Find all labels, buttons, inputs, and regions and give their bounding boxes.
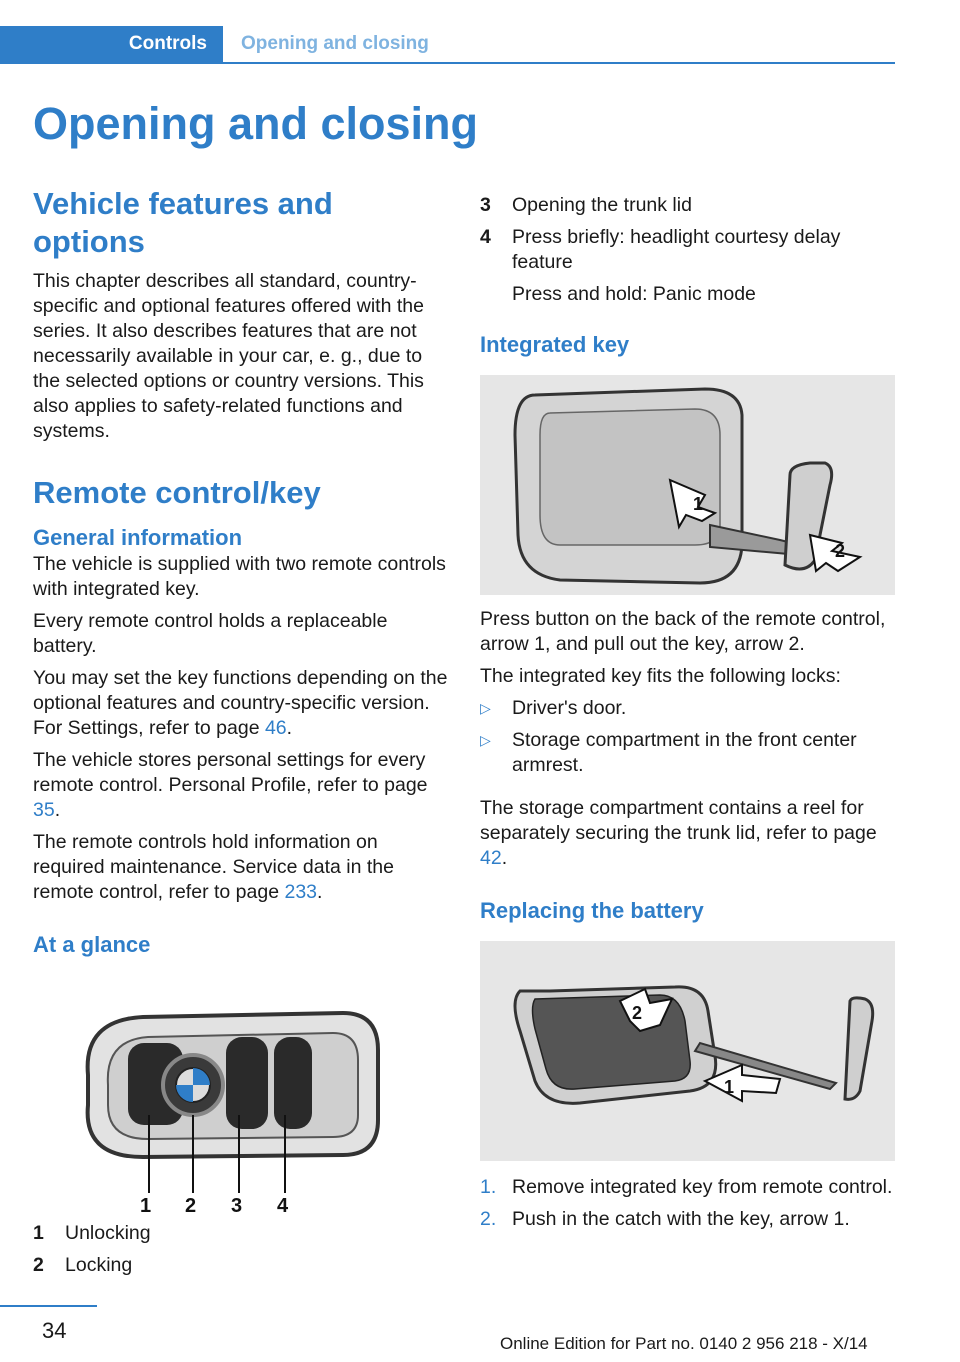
integrated-arrow-label-1: 1 xyxy=(693,494,704,514)
key-label-4: 4 xyxy=(277,1195,289,1215)
legend-item-2: 2 Locking xyxy=(33,1254,133,1276)
paragraph-vehicle-features: This chapter describes all standard, country-specific and optional features offered with the series. It also describes features that are not necessarily available in your car, e. g., due to the selected options or country versions. This also applies to safety-related functions and systems. xyxy=(33,270,424,442)
page-link-35[interactable]: 35 xyxy=(33,799,55,821)
right-column xyxy=(480,193,895,1232)
paragraph-personal-settings: The vehicle stores personal settings for every remote control. Personal Profile, refer to page 35. xyxy=(33,749,428,821)
legend-item-4: 4 Press briefly: headlight courtesy delay feature xyxy=(480,226,841,273)
heading-remote-control: Remote control/key xyxy=(33,475,321,510)
paragraph-maintenance: The remote controls hold information on required maintenance. Service data in the remote control, refer to page 233. xyxy=(33,831,394,903)
paragraph-storage-compartment: The storage compartment contains a reel for separately securing the trunk lid, refer to page 42. xyxy=(480,797,877,869)
page-title: Opening and closing xyxy=(33,98,479,149)
paragraph-key-fits: The integrated key fits the following locks: xyxy=(480,665,841,687)
page-link-46[interactable]: 46 xyxy=(264,717,287,739)
integrated-key-figure xyxy=(480,375,895,595)
battery-arrow-label-2: 2 xyxy=(632,1003,643,1023)
key-label-3: 3 xyxy=(231,1195,243,1215)
tab-controls[interactable]: Controls xyxy=(0,26,223,62)
heading-vehicle-features: Vehicle features and options xyxy=(33,186,333,259)
footer-line xyxy=(0,1305,97,1307)
page-link-233[interactable]: 233 xyxy=(284,881,318,903)
battery-arrow-label-1: 1 xyxy=(724,1077,735,1097)
left-column xyxy=(33,185,448,1278)
paragraph-battery: Every remote control holds a replaceable battery. xyxy=(33,610,388,657)
heading-at-a-glance: At a glance xyxy=(33,932,151,957)
legend-item-3: 3 Opening the trunk lid xyxy=(480,194,692,216)
replace-battery-figure xyxy=(480,941,895,1161)
heading-replacing-battery: Replacing the battery xyxy=(480,898,704,923)
paragraph-supplied: The vehicle is supplied with two remote controls with integrated key. xyxy=(33,553,446,600)
heading-general-information: General information xyxy=(33,525,243,550)
page-number: 34 xyxy=(42,1318,67,1343)
remote-key-figure xyxy=(33,975,448,1215)
page-link-42[interactable]: 42 xyxy=(480,847,502,869)
paragraph-press-button: Press button on the back of the remote control, arrow 1, and pull out the key, arrow 2. xyxy=(480,608,886,655)
footer-edition: Online Edition for Part no. 0140 2 956 218 - X/14 xyxy=(500,1334,868,1353)
legend-item-4-extra: Press and hold: Panic mode xyxy=(512,283,756,305)
bullet-item: ▷ Driver's door. xyxy=(480,697,627,719)
integrated-arrow-label-2: 2 xyxy=(835,541,846,561)
step-item: 2. Push in the catch with the key, arrow 1. xyxy=(480,1208,850,1230)
key-label-2: 2 xyxy=(185,1195,197,1215)
bullet-item: ▷ Storage compartment in the front center armrest. xyxy=(480,729,857,776)
paragraph-key-functions: You may set the key functions depending on the optional features and country-specific version. For Settings, refer to page 46. xyxy=(33,667,448,739)
key-label-1: 1 xyxy=(140,1195,152,1215)
legend-item-1: 1 Unlocking xyxy=(33,1222,151,1244)
step-item: 1. Remove integrated key from remote control. xyxy=(480,1176,893,1198)
heading-integrated-key: Integrated key xyxy=(480,332,630,357)
tab-section[interactable]: Opening and closing xyxy=(241,33,429,54)
